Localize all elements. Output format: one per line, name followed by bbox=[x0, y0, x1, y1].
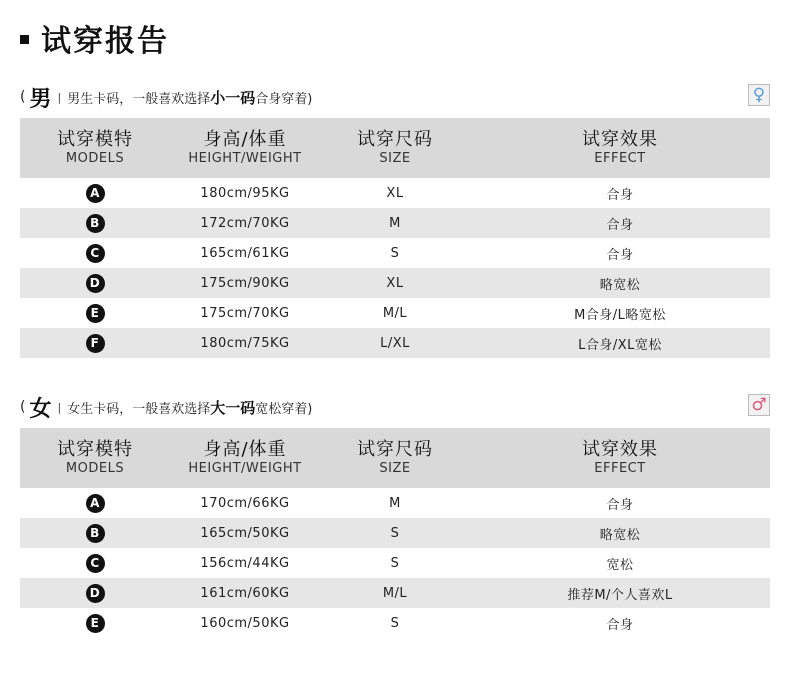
model-cell bbox=[20, 298, 170, 328]
model-letter-badge: C bbox=[86, 244, 105, 263]
table-header-row bbox=[20, 118, 770, 178]
title-bullet-icon bbox=[20, 35, 29, 44]
col-header-models: 试穿模特 MODELS bbox=[57, 129, 133, 166]
table-row bbox=[20, 578, 770, 608]
model-cell bbox=[20, 608, 170, 638]
height-weight-cell: 165cm/50KG bbox=[200, 525, 290, 541]
height-weight-cell: 172cm/70KG bbox=[200, 215, 290, 231]
model-letter-badge: F bbox=[86, 334, 105, 353]
separator: | bbox=[57, 400, 62, 414]
table-row bbox=[20, 488, 770, 518]
height-weight-cell: 180cm/95KG bbox=[200, 185, 290, 201]
female-note-prefix: 女生卡码，一般喜欢选择 bbox=[67, 401, 211, 417]
size-cell: M/L bbox=[382, 305, 408, 321]
male-note-highlight: 小一码 bbox=[210, 88, 256, 107]
model-cell bbox=[20, 178, 170, 208]
gender-label-female: 女 bbox=[29, 396, 52, 422]
model-cell bbox=[20, 578, 170, 608]
col-header-height-weight: 身高/体重 HEIGHT/WEIGHT bbox=[188, 439, 302, 476]
table-row bbox=[20, 178, 770, 208]
effect-cell: 推荐M/个人喜欢L bbox=[567, 587, 673, 603]
col-header-models: 试穿模特 MODELS bbox=[57, 439, 133, 476]
height-weight-cell: 165cm/61KG bbox=[200, 245, 290, 261]
table-header-row bbox=[20, 428, 770, 488]
male-note-suffix: 合身穿着) bbox=[255, 91, 313, 107]
male-section-header bbox=[20, 82, 770, 112]
effect-cell: 合身 bbox=[606, 247, 634, 263]
female-note-suffix: 宽松穿着) bbox=[255, 401, 313, 417]
female-section bbox=[20, 392, 770, 638]
male-section bbox=[20, 82, 770, 358]
height-weight-cell: 170cm/66KG bbox=[200, 495, 290, 511]
col-header-effect: 试穿效果 EFFECT bbox=[582, 439, 658, 476]
size-cell: L/XL bbox=[380, 335, 410, 351]
height-weight-cell: 175cm/90KG bbox=[200, 275, 290, 291]
effect-cell: 略宽松 bbox=[599, 277, 641, 293]
table-row bbox=[20, 298, 770, 328]
male-size-table bbox=[20, 118, 770, 358]
female-note-highlight: 大一码 bbox=[210, 398, 256, 417]
model-letter-badge: E bbox=[86, 614, 105, 633]
height-weight-cell: 175cm/70KG bbox=[200, 305, 290, 321]
table-row bbox=[20, 208, 770, 238]
table-row bbox=[20, 548, 770, 578]
col-header-size: 试穿尺码 SIZE bbox=[357, 439, 433, 476]
model-letter-badge: B bbox=[86, 524, 105, 543]
table-row bbox=[20, 328, 770, 358]
size-cell: M bbox=[389, 215, 401, 231]
size-cell: M bbox=[389, 495, 401, 511]
model-cell bbox=[20, 548, 170, 578]
effect-cell: 宽松 bbox=[606, 557, 634, 573]
page-title: 试穿报告 bbox=[41, 24, 169, 59]
male-note-prefix: 男生卡码，一般喜欢选择 bbox=[67, 91, 211, 107]
female-size-table bbox=[20, 428, 770, 638]
female-table-body bbox=[20, 488, 770, 638]
model-cell bbox=[20, 238, 170, 268]
col-header-height-weight: 身高/体重 HEIGHT/WEIGHT bbox=[188, 129, 302, 166]
table-row bbox=[20, 268, 770, 298]
size-cell: S bbox=[390, 615, 400, 631]
height-weight-cell: 160cm/50KG bbox=[200, 615, 290, 631]
page-title-bar bbox=[20, 18, 169, 58]
male-table-body bbox=[20, 178, 770, 358]
size-cell: S bbox=[390, 245, 400, 261]
size-cell: S bbox=[390, 525, 400, 541]
effect-cell: 合身 bbox=[606, 617, 634, 633]
female-symbol-icon: ♀ bbox=[748, 84, 770, 106]
model-cell bbox=[20, 208, 170, 238]
female-section-header bbox=[20, 392, 770, 422]
model-cell bbox=[20, 518, 170, 548]
model-cell bbox=[20, 268, 170, 298]
height-weight-cell: 156cm/44KG bbox=[200, 555, 290, 571]
effect-cell: M合身/L略宽松 bbox=[574, 307, 666, 323]
size-cell: S bbox=[390, 555, 400, 571]
table-row bbox=[20, 238, 770, 268]
open-paren: ( bbox=[20, 89, 26, 105]
col-header-effect: 试穿效果 EFFECT bbox=[582, 129, 658, 166]
model-letter-badge: E bbox=[86, 304, 105, 323]
table-row bbox=[20, 518, 770, 548]
male-symbol-icon: ♂ bbox=[748, 394, 770, 416]
model-letter-badge: A bbox=[86, 184, 105, 203]
col-header-size: 试穿尺码 SIZE bbox=[357, 129, 433, 166]
gender-label-male: 男 bbox=[29, 86, 52, 112]
size-cell: XL bbox=[386, 185, 404, 201]
table-row bbox=[20, 608, 770, 638]
effect-cell: 合身 bbox=[606, 187, 634, 203]
size-cell: M/L bbox=[382, 585, 408, 601]
model-letter-badge: A bbox=[86, 494, 105, 513]
size-cell: XL bbox=[386, 275, 404, 291]
separator: | bbox=[57, 90, 62, 104]
height-weight-cell: 161cm/60KG bbox=[200, 585, 290, 601]
height-weight-cell: 180cm/75KG bbox=[200, 335, 290, 351]
effect-cell: 合身 bbox=[606, 217, 634, 233]
effect-cell: L合身/XL宽松 bbox=[578, 337, 662, 353]
model-letter-badge: D bbox=[86, 274, 105, 293]
open-paren: ( bbox=[20, 399, 26, 415]
model-cell bbox=[20, 328, 170, 358]
effect-cell: 合身 bbox=[606, 497, 634, 513]
effect-cell: 略宽松 bbox=[599, 527, 641, 543]
model-letter-badge: B bbox=[86, 214, 105, 233]
model-letter-badge: D bbox=[86, 584, 105, 603]
model-cell bbox=[20, 488, 170, 518]
model-letter-badge: C bbox=[86, 554, 105, 573]
